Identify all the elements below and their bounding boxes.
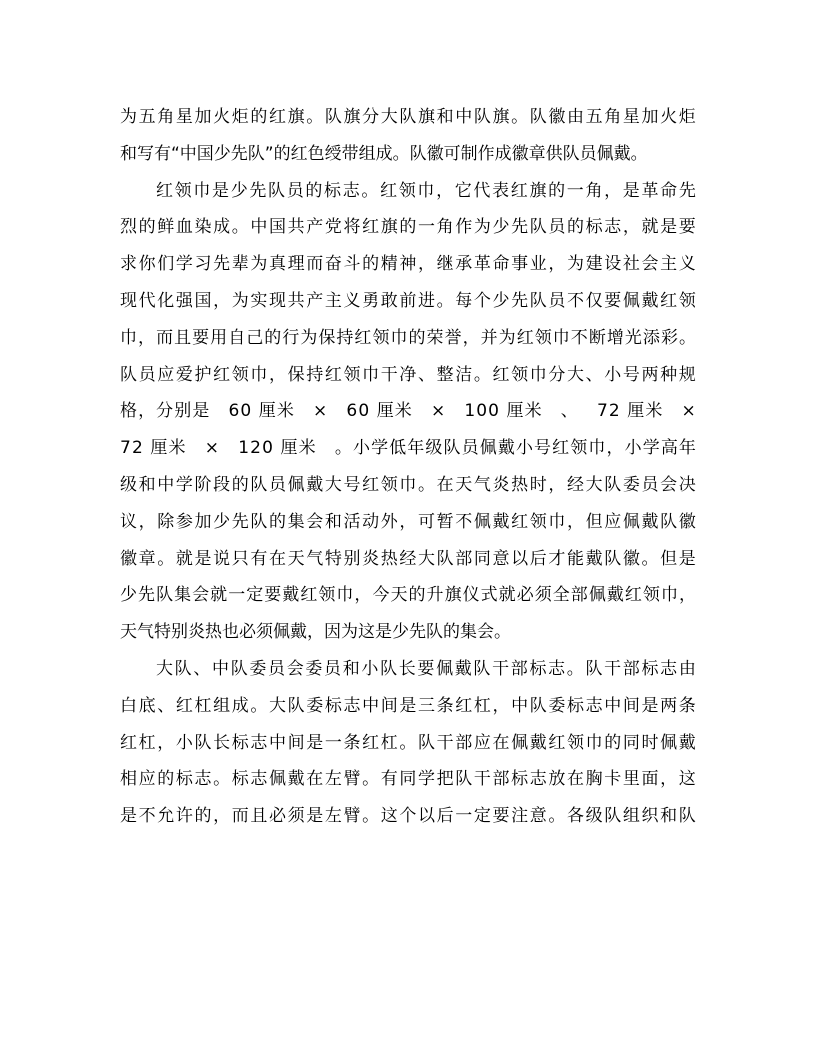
text-line: 红 领 巾 是 少 先 队 员 的 标 志 。 红 领 巾 ， 它 代 表 红 旗 的 一 角 ， 是 革 命 先 xyxy=(156,180,696,201)
text-line: 7 2 厘 米 × 1 2 0 厘 米 。 小 学 低 年 级 队 员 佩 戴 小 号 红 领 巾 ， 小 学 高 年 xyxy=(120,438,696,459)
text-line: 现 代 化 强 国 ， 为 实 现 共 产 主 义 勇 敢 前 进 。 每 个 少 先 队 员 不 仅 要 佩 戴 红 领 xyxy=(120,290,696,311)
text-line: 求 你 们 学 习 先 辈 为 真 理 而 奋 斗 的 精 神 ， 继 承 革 命 事 业 ， 为 建 设 社 会 主 义 xyxy=(120,254,696,275)
text-line: 红 杠 ， 小 队 长 标 志 中 间 是 一 条 红 杠 。 队 干 部 应 在 佩 戴 红 领 巾 的 同 时 佩 戴 xyxy=(120,732,696,753)
text-line: 格 ， 分 别 是 6 0 厘 米 × 6 0 厘 米 × 1 0 0 厘 米 、 7 2 厘 米 × xyxy=(120,401,696,422)
text-line: 少 先 队 集 会 就 一 定 要 戴 红 领 巾 ， 今 天 的 升 旗 仪 式 就 必 须 全 部 佩 戴 红 领 巾 ， xyxy=(120,585,696,606)
text-line: 徽 章 。 就 是 说 只 有 在 天 气 特 别 炎 热 经 大 队 部 同 意 以 后 才 能 戴 队 徽 。 但 是 xyxy=(120,548,696,569)
text-line: 烈 的 鲜 血 染 成 。 中 国 共 产 党 将 红 旗 的 一 角 作 为 少 先 队 员 的 标 志 ， 就 是 要 xyxy=(120,217,696,238)
text-line: 级 和 中 学 阶 段 的 队 员 佩 戴 大 号 红 领 巾 。 在 天 气 炎 热 时 ， 经 大 队 委 员 会 决 xyxy=(120,474,696,495)
text-line: 白 底 、 红 杠 组 成 。 大 队 委 标 志 中 间 是 三 条 红 杠 ， 中 队 委 标 志 中 间 是 两 条 xyxy=(120,695,696,716)
paragraph xyxy=(120,651,696,835)
paragraph xyxy=(120,99,696,173)
text-line: 大 队 、 中 队 委 员 会 委 员 和 小 队 长 要 佩 戴 队 干 部 标 志 。 队 干 部 标 志 由 xyxy=(156,658,696,679)
text-line: 和写有“中国少先队”的红色绶带组成。队徽可制作成徽章供队员佩戴。 xyxy=(120,143,648,164)
text-line: 为 五 角 星 加 火 炬 的 红 旗 。 队 旗 分 大 队 旗 和 中 队 旗 。 队 徽 由 五 角 星 加 火 炬 xyxy=(120,107,696,127)
text-line: 队 员 应 爱 护 红 领 巾 ， 保 持 红 领 巾 干 净 、 整 洁 。 红 领 巾 分 大 、 小 号 两 种 规 xyxy=(120,364,696,385)
text-line: 是 不 允 许 的 ， 而 且 必 须 是 左 臂 。 这 个 以 后 一 定 要 注 意 。 各 级 队 组 织 和 队 xyxy=(120,806,696,827)
text-line: 天气特别炎热也必须佩戴，因为这是少先队的集会。 xyxy=(120,622,511,643)
text-line: 巾 ， 而 且 要 用 自 己 的 行 为 保 持 红 领 巾 的 荣 誉 ， 并 为 红 领 巾 不 断 增 光 添 彩 。 xyxy=(120,327,696,348)
text-line: 议 ， 除 参 加 少 先 队 的 集 会 和 活 动 外 ， 可 暂 不 佩 戴 红 领 巾 ， 但 应 佩 戴 队 徽 xyxy=(120,511,696,532)
body-text xyxy=(120,99,696,835)
paragraph xyxy=(120,173,696,651)
text-line: 相 应 的 标 志 。 标 志 佩 戴 在 左 臂 。 有 同 学 把 队 干 部 标 志 放 在 胸 卡 里 面 ， 这 xyxy=(120,769,696,790)
